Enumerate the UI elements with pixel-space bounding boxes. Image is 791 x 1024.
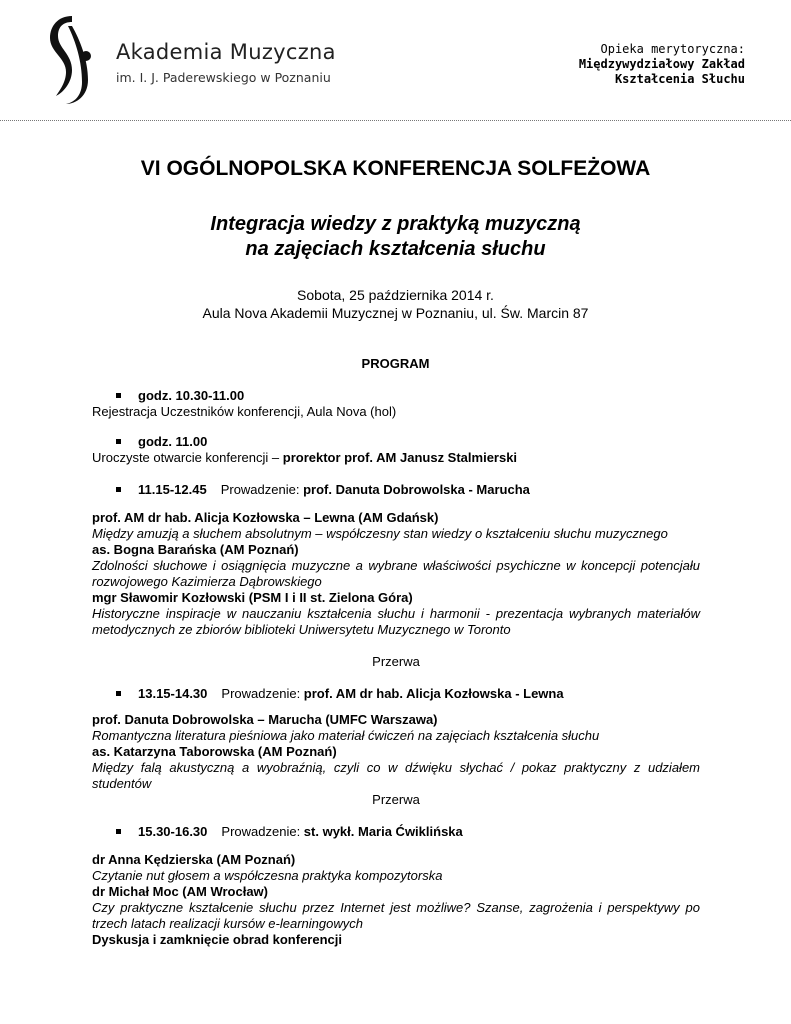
- session-3-time: 15.30-16.30: [138, 824, 208, 839]
- session-2-moderator: prof. AM dr hab. Alicja Kozłowska - Lewna: [303, 686, 564, 701]
- closing-discussion: Dyskusja i zamknięcie obrad konferencji: [92, 932, 342, 947]
- session-2-time: 13.15-14.30: [138, 686, 208, 701]
- bullet-icon: [116, 829, 121, 834]
- supervision-label: Opieka merytoryczna:: [600, 42, 745, 56]
- session-1-header: 11.15-12.45 Prowadzenie: prof. Danuta Dobrowolska - Marucha: [92, 482, 700, 498]
- institution-subtitle: im. I. J. Paderewskiego w Poznaniu: [116, 70, 331, 85]
- date-venue: [0, 286, 791, 322]
- break-1: Przerwa: [372, 654, 420, 669]
- session-2-talk-2: Między falą akustyczną a wyobraźnią, czyli co w dźwięku słychać / pokaz praktyczny z udziałem studentów: [92, 760, 700, 791]
- session-1-moderator: prof. Danuta Dobrowolska - Marucha: [303, 482, 530, 497]
- session-2-speaker-1: prof. Danuta Dobrowolska – Marucha (UMFC Warszawa): [92, 712, 438, 727]
- conference-title: VI OGÓLNOPOLSKA KONFERENCJA SOLFEŻOWA: [140, 157, 651, 180]
- session-2-speaker-2: as. Katarzyna Taborowska (AM Poznań): [92, 744, 337, 759]
- program-content: [92, 388, 700, 948]
- opening-person: prorektor prof. AM Janusz Stalmierski: [282, 450, 518, 465]
- bullet-icon: [116, 393, 121, 398]
- registration-time: godz. 10.30-11.00: [92, 388, 700, 404]
- session-1-speaker-2: as. Bogna Barańska (AM Poznań): [92, 542, 299, 557]
- session-1-talk-3: Historyczne inspiracje w nauczaniu kształcenia słuchu i harmonii - prezentacja wybranych materiałów metodycznych ze zbiorów biblioteki Uniwersytetu Muzycznego w Toronto: [92, 606, 700, 637]
- session-1-speaker-1: prof. AM dr hab. Alicja Kozłowska – Lewna (AM Gdańsk): [92, 510, 439, 525]
- session-2-header: 13.15-14.30 Prowadzenie: prof. AM dr hab. Alicja Kozłowska - Lewna: [92, 686, 700, 702]
- session-3-talk-1: Czytanie nut głosem a współczesna praktyka kompozytorska: [92, 868, 443, 883]
- bullet-icon: [116, 439, 121, 444]
- session-3-speaker-1: dr Anna Kędzierska (AM Poznań): [92, 852, 296, 867]
- opening-text: Uroczyste otwarcie konferencji – prorektor prof. AM Janusz Stalmierski: [92, 450, 518, 465]
- session-3-moderator: st. wykł. Maria Ćwiklińska: [303, 824, 463, 839]
- conference-date: Sobota, 25 października 2014 r.: [297, 287, 494, 303]
- conference-subtitle: [0, 212, 791, 262]
- subtitle-line-2: na zajęciach kształcenia słuchu: [245, 238, 546, 260]
- academic-supervision: [579, 42, 745, 87]
- bullet-icon: [116, 691, 121, 696]
- opening-time: godz. 11.00: [92, 434, 700, 450]
- session-3-talk-2: Czy praktyczne kształcenie słuchu przez Internet jest możliwe? Szanse, zagrożenia i perspektywy po trzech latach realizacji kursów e-learningowych: [92, 900, 700, 931]
- session-2-talk-1: Romantyczna literatura pieśniowa jako materiał ćwiczeń na zajęciach kształcenia słuchu: [92, 728, 600, 743]
- supervision-unit-line1: Międzywydziałowy Zakład: [578, 57, 745, 71]
- subtitle-line-1: Integracja wiedzy z praktyką muzyczną: [210, 213, 581, 235]
- supervision-unit-line2: Kształcenia Słuchu: [614, 72, 745, 86]
- academy-logo: [42, 12, 100, 108]
- break-2: Przerwa: [372, 792, 420, 807]
- registration-text: Rejestracja Uczestników konferencji, Aula Nova (hol): [92, 404, 397, 419]
- session-3-speaker-2: dr Michał Moc (AM Wrocław): [92, 884, 268, 899]
- session-1-talk-2: Zdolności słuchowe i osiągnięcia muzyczne a wybrane właściwości psychiczne w koncepcji potencjału rozwojowego Kazimierza Dąbrowskiego: [92, 558, 700, 589]
- session-1-talk-1: Między amuzją a słuchem absolutnym – współczesny stan wiedzy o kształceniu słuchu muzycznego: [92, 526, 668, 541]
- session-1-time: 11.15-12.45: [138, 482, 207, 497]
- program-heading: PROGRAM: [361, 356, 430, 371]
- header-divider: [0, 120, 791, 121]
- institution-name: Akademia Muzyczna: [116, 40, 336, 64]
- conference-venue: Aula Nova Akademii Muzycznej w Poznaniu, ul. Św. Marcin 87: [202, 305, 589, 321]
- bullet-icon: [116, 487, 121, 492]
- session-3-header: 15.30-16.30 Prowadzenie: st. wykł. Maria Ćwiklińska: [92, 824, 700, 840]
- session-1-speaker-3: mgr Sławomir Kozłowski (PSM I i II st. Zielona Góra): [92, 590, 413, 605]
